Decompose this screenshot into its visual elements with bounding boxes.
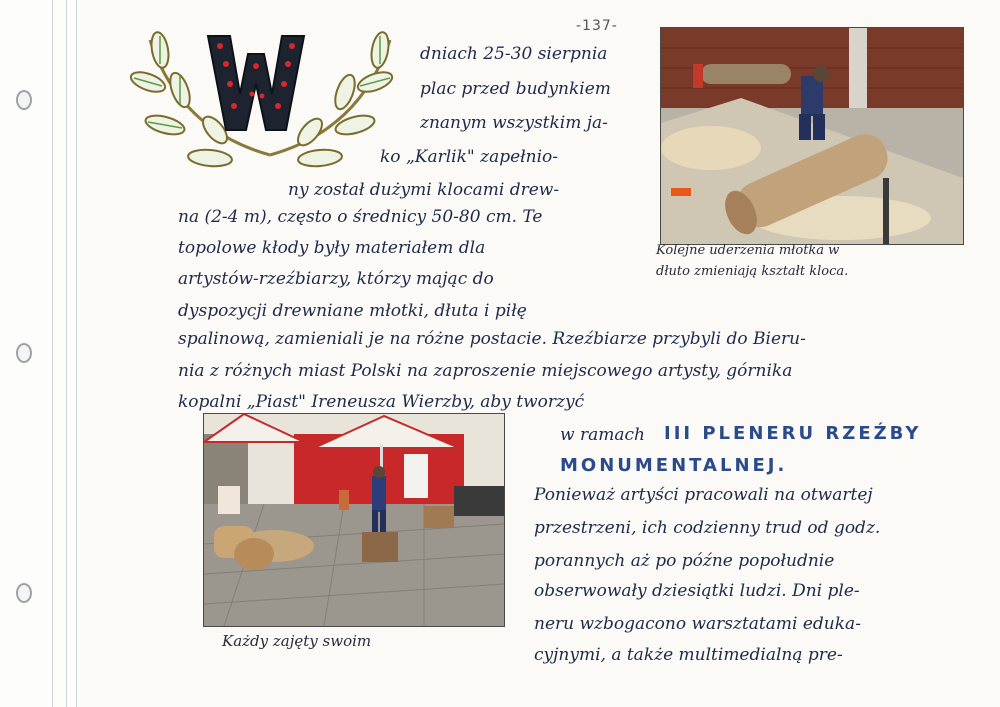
binder-strip (0, 0, 80, 707)
body-line: ko „Karlik" zapełnio- (380, 147, 559, 167)
photo-bottom-caption: Każdy zajęty swoim (222, 632, 372, 650)
body-line: w ramach (560, 425, 645, 445)
body-line: dyspozycji drewniane młotki, dłuta i piłę (178, 301, 527, 321)
body-line: kopalni „Piast" Ireneusza Wierzby, aby tworzyć (178, 392, 585, 412)
body-line: na (2-4 m), często o średnicy 50-80 cm. Te (178, 207, 543, 227)
binder-margin-line (52, 0, 53, 707)
page-number: -137- (576, 18, 618, 34)
decorative-initial-w (206, 34, 306, 132)
binder-hole (16, 90, 32, 110)
body-line: przestrzeni, ich codzienny trud od godz. (534, 518, 881, 538)
body-line: neru wzbogacono warsztatami eduka- (534, 614, 861, 634)
body-line: plac przed budynkiem (420, 79, 611, 99)
plener-heading-line-1: III PLENERU RZEŹBY (664, 423, 922, 444)
photo-sculptor-carving-log (660, 27, 964, 245)
body-line: Ponieważ artyści pracowali na otwartej (534, 485, 873, 505)
body-line: dniach 25-30 sierpnia (420, 44, 608, 64)
body-line: ny został dużymi klocami drew- (288, 180, 560, 200)
body-line: spalinową, zamieniali je na różne postacie. Rzeźbiarze przybyli do Bieru- (178, 329, 806, 349)
body-line: nia z różnych miast Polski na zaproszenie miejscowego artysty, górnika (178, 361, 793, 381)
body-line: znanym wszystkim ja- (420, 113, 608, 133)
body-line: topolowe kłody były materiałem dla (178, 238, 486, 258)
plener-heading-line-2: MONUMENTALNEJ. (560, 455, 788, 476)
binder-hole (16, 583, 32, 603)
body-line: obserwowały dziesiątki ludzi. Dni ple- (534, 581, 860, 601)
photo-square-with-umbrellas (203, 413, 505, 627)
body-line: artystów-rzeźbiarzy, którzy mając do (178, 269, 494, 289)
binder-hole (16, 343, 32, 363)
binder-margin-line (76, 0, 77, 707)
body-line: cyjnymi, a także multimedialną pre- (534, 645, 843, 665)
binder-margin-line (66, 0, 67, 707)
photo-top-caption-line-2: dłuto zmieniają kształt kloca. (656, 264, 849, 279)
body-line: porannych aż po późne popołudnie (534, 551, 835, 571)
photo-top-caption-line-1: Kolejne uderzenia młotka w (656, 243, 840, 258)
